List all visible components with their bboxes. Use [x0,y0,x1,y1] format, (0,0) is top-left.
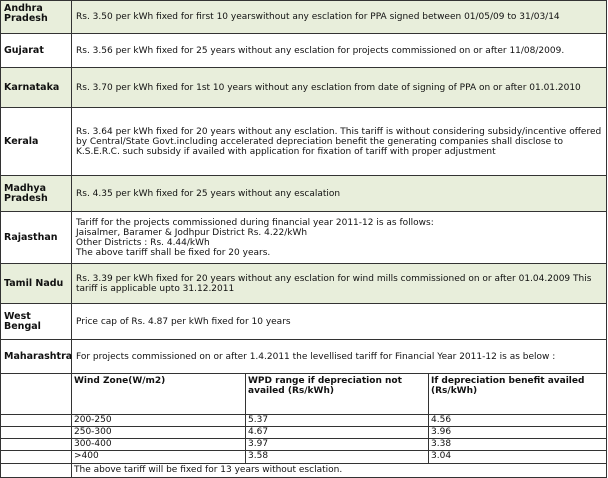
state-name: Kerala [1,108,72,175]
maharashtra-note: The above tariff will be fixed for 13 years without esclation. [72,464,607,478]
tariff-text: Rs. 3.64 per kWh fixed for 20 years without any esclation. This tariff is without considering subsidy/incentive offered by Central/State Govt.including accelerated depreciation benefit the generating companies shall disclose to K.S.E.R.C. such subsidy if availed with application for fixation of tariff with proper adjustment [72,108,607,175]
tariff-text: Rs. 3.70 per kWh fixed for 1st 10 years without any esclation from date of signing of PPA on or after 01.01.2010 [72,68,607,107]
table-cell: 3.97 [246,439,429,450]
table-cell: 3.04 [429,451,607,463]
column-header: Wind Zone(W/m2) [72,374,246,414]
state-name: Tamil Nadu [1,264,72,303]
tariff-text: Price cap of Rs. 4.87 per kWh fixed for 10 years [72,304,607,339]
table-row [1,1,607,34]
tariff-text: Rs. 3.39 per kWh fixed for 20 years without any esclation for wind mills commissioned on or after 01.04.2009 This tariff is applicable upto 31.12.2011 [72,264,607,303]
tariff-text: For projects commissioned on or after 1.4.2011 the levellised tariff for Financial Year 2011-12 is as below : [72,340,607,373]
table-row [1,68,607,108]
state-name: Maharashtra [1,340,72,373]
maharashtra-tariff-table [1,374,607,464]
tariff-line: Other Districts : Rs. 4.44/kWh [76,237,210,248]
spacer-cell [1,374,72,414]
table-cell: 4.67 [246,427,429,438]
state-name: West Bengal [1,304,72,339]
state-name: Madhya Pradesh [1,176,72,211]
column-header: WPD range if depreciation not availed (Rs/kWh) [246,374,429,414]
tariff-text [72,212,607,263]
table-cell: 250-300 [72,427,246,438]
tariff-line: The above tariff shall be fixed for 20 years. [76,247,271,258]
spacer-cell [1,451,72,463]
state-name: Rajasthan [1,212,72,263]
table-row [1,304,607,340]
table-row [1,34,607,68]
table-cell: >400 [72,451,246,463]
table-cell: 3.96 [429,427,607,438]
state-name: Karnataka [1,68,72,107]
table-cell: 4.56 [429,415,607,426]
table-row [1,451,607,464]
spacer-cell [1,439,72,450]
table-cell: 3.58 [246,451,429,463]
table-row [1,427,607,439]
tariff-text: Rs. 3.50 per kWh fixed for first 10 yearswithout any esclation for PPA signed between 01/05/09 to 31/03/14 [72,1,607,33]
tariff-line: Jaisalmer, Baramer & Jodhpur District Rs. 4.22/kWh [76,227,308,238]
table-cell: 5.37 [246,415,429,426]
state-name: Andhra Pradesh [1,1,72,33]
table-row [1,264,607,304]
spacer-cell [1,415,72,426]
tariff-line: Tariff for the projects commissioned during financial year 2011-12 is as follows: [76,217,434,228]
table-row [1,176,607,212]
table-header-row [1,374,607,415]
table-row [1,340,607,374]
tariff-text: Rs. 4.35 per kWh fixed for 25 years without any escalation [72,176,607,211]
table-cell: 300-400 [72,439,246,450]
table-row [1,415,607,427]
column-header: If depreciation benefit availed (Rs/kWh) [429,374,607,414]
table-cell: 3.38 [429,439,607,450]
spacer-cell [1,464,72,478]
table-cell: 200-250 [72,415,246,426]
state-name: Gujarat [1,34,72,67]
table-row [1,108,607,176]
spacer-cell [1,427,72,438]
tariff-text: Rs. 3.56 per kWh fixed for 25 years without any esclation for projects commissioned on or after 11/08/2009. [72,34,607,67]
table-row [1,212,607,264]
table-row [1,439,607,451]
